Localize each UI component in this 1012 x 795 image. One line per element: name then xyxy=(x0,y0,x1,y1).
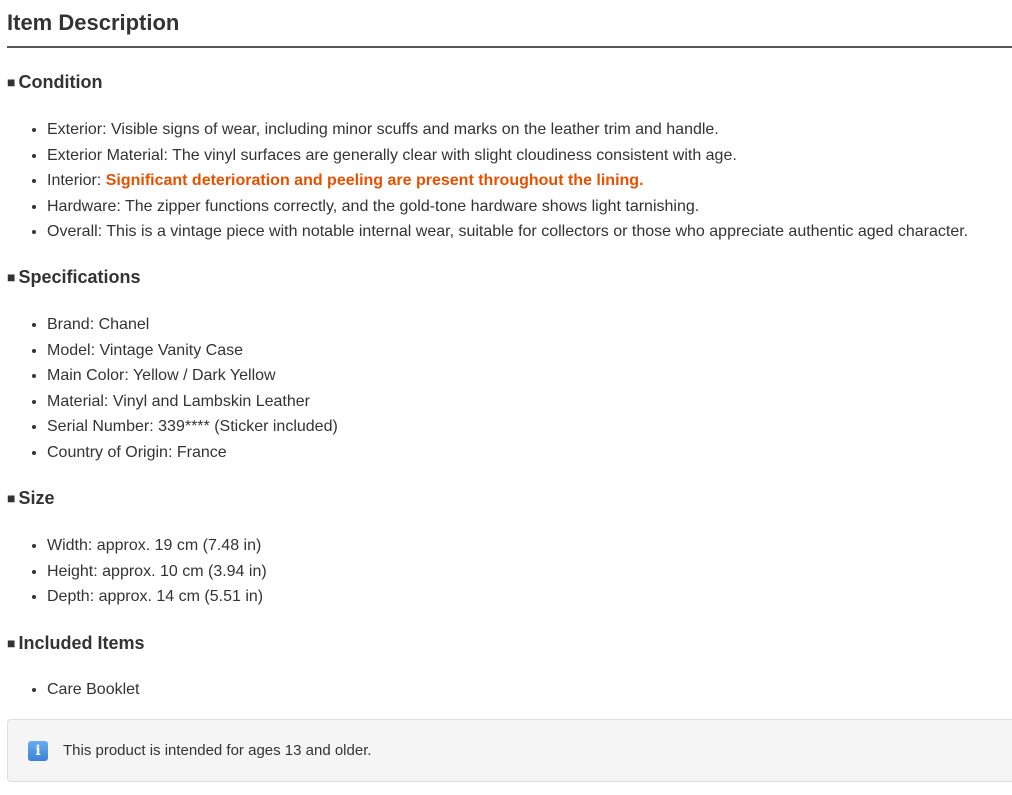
page-title: Item Description xyxy=(7,0,1012,48)
item-label: Exterior: xyxy=(47,121,107,138)
item-label: Overall: xyxy=(47,223,103,241)
item-value: Visible signs of wear, including minor scuffs and marks on the leather trim and handle. xyxy=(111,121,719,138)
list-item xyxy=(47,389,1012,415)
list-item xyxy=(47,440,1012,466)
item-label: Width: xyxy=(47,537,93,554)
item-value: France xyxy=(176,443,227,461)
item-label: Height: xyxy=(47,562,98,580)
highlight-text: Significant deterioration and peeling are present throughout the lining. xyxy=(105,172,644,190)
list-item xyxy=(47,584,1012,610)
item-label: Interior: xyxy=(47,172,102,190)
item-label: Exterior Material: xyxy=(47,146,168,164)
specifications-heading xyxy=(7,266,141,289)
list-item xyxy=(47,677,1012,703)
item-value: This is a vintage piece with notable internal wear, suitable for collectors or those who appreciate authentic aged character. xyxy=(106,223,969,241)
condition-heading xyxy=(7,71,102,94)
list-item xyxy=(47,219,1012,245)
item-value: approx. 19 cm (7.48 in) xyxy=(96,537,262,554)
item-value: Yellow / Dark Yellow xyxy=(132,367,276,385)
age-notice xyxy=(7,719,1012,782)
list-item xyxy=(47,312,1012,338)
section-marker: ■ xyxy=(7,635,16,651)
item-value: The zipper functions correctly, and the gold-tone hardware shows light tarnishing. xyxy=(124,197,700,215)
section-marker: ■ xyxy=(7,490,16,506)
item-value: approx. 10 cm (3.94 in) xyxy=(102,562,267,580)
section-marker: ■ xyxy=(7,269,16,285)
item-label: Brand: xyxy=(47,316,95,333)
list-item xyxy=(47,363,1012,389)
list-item xyxy=(47,559,1012,585)
specifications-list xyxy=(7,312,1012,466)
item-description xyxy=(7,0,1012,759)
item-value: The vinyl surfaces are generally clear with slight cloudiness consistent with age. xyxy=(172,146,737,164)
section-marker: ■ xyxy=(7,74,16,90)
item-label: Material: xyxy=(47,392,109,410)
info-icon: i xyxy=(28,741,48,761)
list-item xyxy=(47,194,1012,220)
condition-heading-label: Condition xyxy=(18,72,103,92)
size-list xyxy=(7,533,1012,610)
item-value: 339**** (Sticker included) xyxy=(158,418,338,436)
item-label: Serial Number: xyxy=(47,418,154,436)
list-item xyxy=(47,414,1012,440)
item-label: Depth: xyxy=(47,588,95,606)
item-label: Country of Origin: xyxy=(47,443,173,461)
list-item xyxy=(47,143,1012,169)
notice-text: This product is intended for ages 13 and older. xyxy=(63,742,372,759)
item-value: Vintage Vanity Case xyxy=(99,341,243,359)
size-heading xyxy=(7,487,55,510)
list-item xyxy=(47,533,1012,559)
item-label: Model: xyxy=(47,341,96,359)
included-items-heading-label: Included Items xyxy=(18,633,145,653)
item-value: approx. 14 cm (5.51 in) xyxy=(98,588,264,606)
included-items-heading xyxy=(7,632,145,655)
item-value: Vinyl and Lambskin Leather xyxy=(112,392,310,410)
condition-list xyxy=(7,117,1012,245)
list-item xyxy=(47,338,1012,364)
list-item xyxy=(47,117,1012,143)
size-heading-label: Size xyxy=(18,488,55,508)
item-label: Hardware: xyxy=(47,197,121,215)
specifications-heading-label: Specifications xyxy=(18,267,141,287)
included-items-list xyxy=(7,677,1012,703)
list-item xyxy=(47,168,1012,194)
item-value: Care Booklet xyxy=(47,681,140,698)
item-label: Main Color: xyxy=(47,367,129,385)
item-value: Chanel xyxy=(98,316,150,333)
